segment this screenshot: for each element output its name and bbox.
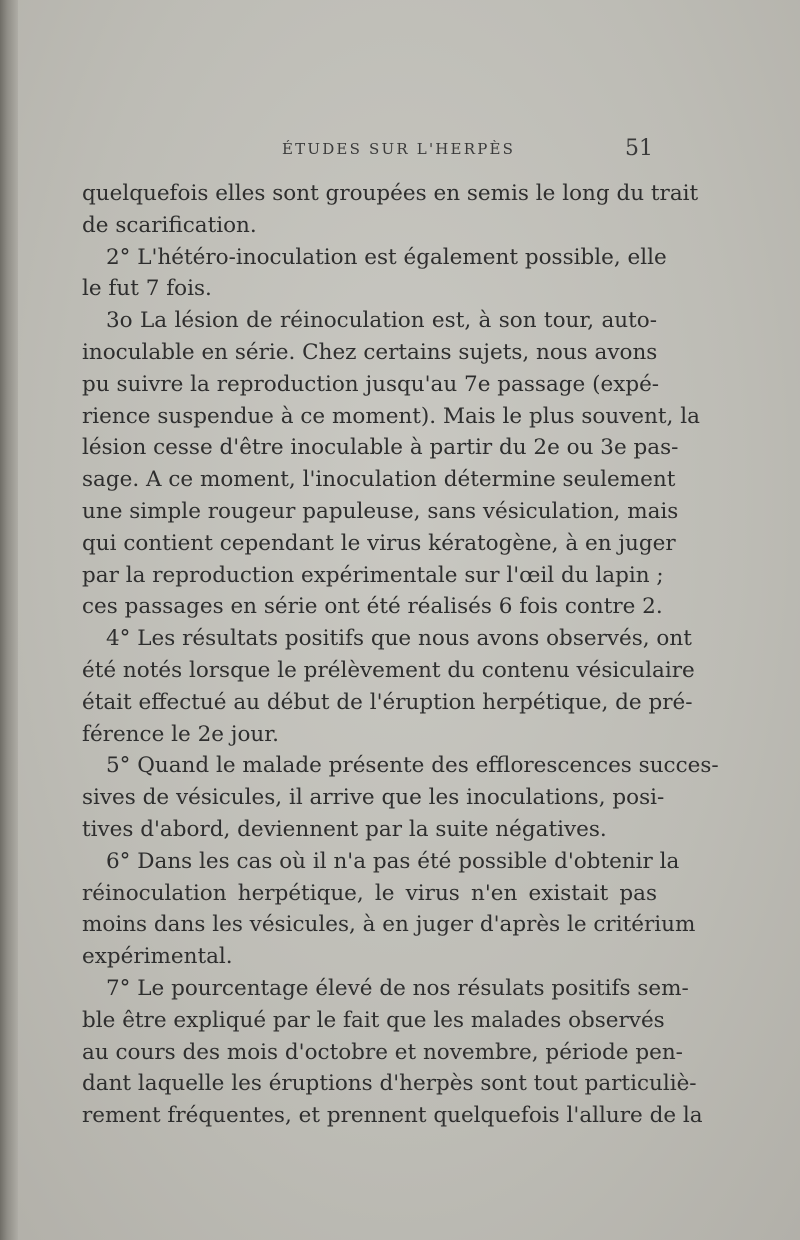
text-line: quelquefois elles sont groupées en semis le long du trait: [82, 181, 699, 206]
text-line: lésion cesse d'être inoculable à partir du 2e ou 3e pas-: [82, 435, 679, 461]
text-line: ble être expliqué par le fait que les malades observés: [82, 1007, 665, 1033]
page-number: 51: [625, 136, 653, 161]
page-binding-edge: [0, 0, 18, 1240]
text-line: moins dans les vésicules, à en juger d'après le critérium: [82, 912, 696, 938]
text-line: au cours des mois d'octobre et novembre, période pen-: [82, 1039, 683, 1065]
text-line: par la reproduction expérimentale sur l'œil du lapin ;: [82, 562, 664, 588]
text-line: le fut 7 fois.: [82, 276, 212, 302]
running-title: ÉTUDES SUR L'HERPÈS: [282, 140, 516, 158]
text-line: été notés lorsque le prélèvement du contenu vésiculaire: [82, 657, 695, 683]
text-line: 7° Le pourcentage élevé de nos résulats positifs sem-: [106, 975, 689, 1001]
text-line: qui contient cependant le virus kératogène, à en juger: [82, 530, 676, 556]
text-line: réinoculation herpétique, le virus n'en existait pas: [82, 880, 657, 906]
text-line: rience suspendue à ce moment). Mais le plus souvent, la: [82, 403, 700, 429]
text-line: une simple rougeur papuleuse, sans vésiculation, mais: [82, 498, 679, 524]
body-text: [82, 178, 719, 1132]
text-line: 6° Dans les cas où il n'a pas été possible d'obtenir la: [106, 848, 680, 874]
text-line: était effectué au début de l'éruption herpétique, de pré-: [82, 689, 693, 715]
text-line: ces passages en série ont été réalisés 6 fois contre 2.: [82, 594, 663, 620]
running-header: [0, 136, 800, 166]
text-line: pu suivre la reproduction jusqu'au 7e passage (expé-: [82, 371, 660, 397]
text-line: rement fréquentes, et prennent quelquefois l'allure de la: [82, 1103, 703, 1129]
text-line: dant laquelle les éruptions d'herpès sont tout particuliè-: [82, 1071, 697, 1097]
text-line: tives d'abord, deviennent par la suite négatives.: [82, 816, 607, 842]
text-line: sage. A ce moment, l'inoculation détermine seulement: [82, 467, 676, 493]
text-line: expérimental.: [82, 944, 233, 970]
text-line: de scarification.: [82, 212, 257, 238]
text-line: 3o La lésion de réinoculation est, à son tour, auto-: [106, 308, 657, 334]
text-line: 5° Quand le malade présente des efflorescences succes-: [106, 753, 719, 779]
text-line: 2° L'hétéro-inoculation est également possible, elle: [106, 244, 667, 270]
text-line: 4° Les résultats positifs que nous avons observés, ont: [106, 626, 692, 652]
text-line: sives de vésicules, il arrive que les inoculations, posi-: [82, 785, 665, 811]
text-line: inoculable en série. Chez certains sujets, nous avons: [82, 339, 658, 365]
text-line: férence le 2e jour.: [82, 721, 280, 747]
